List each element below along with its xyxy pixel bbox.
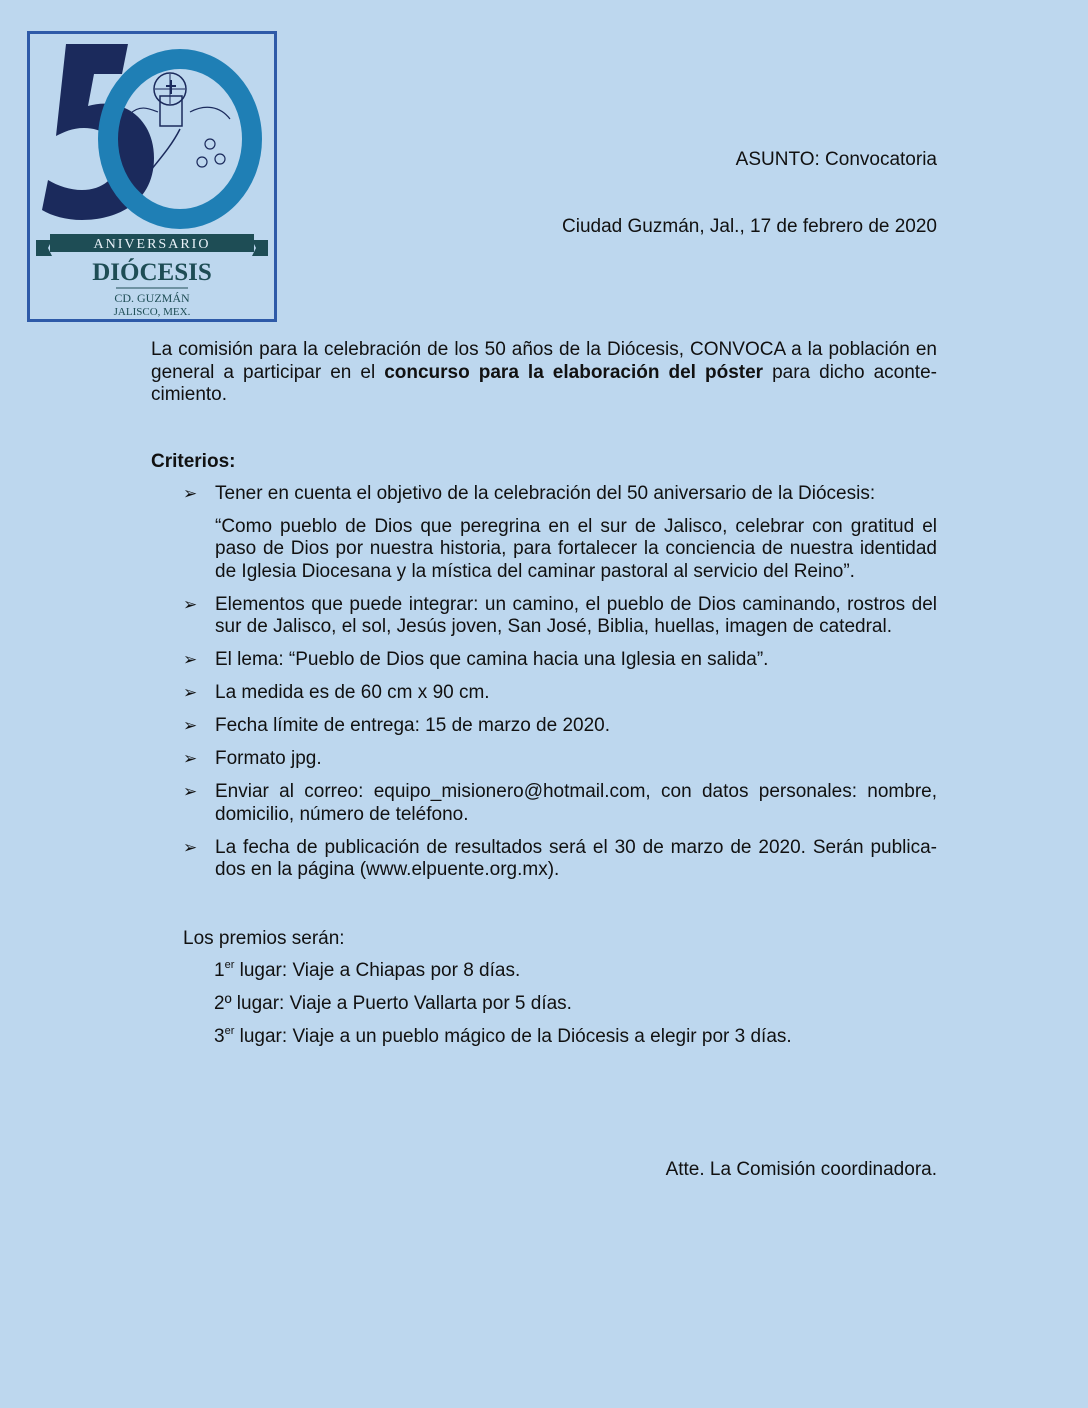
- banner-left-tail: [36, 240, 52, 256]
- arrow-bullet-icon: ➢: [183, 650, 198, 669]
- arrow-bullet-icon: ➢: [183, 782, 198, 801]
- prize-text: lugar: Viaje a Puerto Vallarta por 5 días.: [231, 993, 572, 1014]
- logo-place-state: JALISCO, MEX.: [113, 306, 191, 318]
- arrow-bullet-icon: ➢: [183, 594, 198, 614]
- banner-right-tail: [252, 240, 268, 256]
- logo-place-city: CD. GUZMÁN: [114, 291, 190, 305]
- cross-icon: [166, 80, 176, 94]
- arrow-bullet-icon: ➢: [183, 749, 198, 768]
- intro-paragraph: [151, 339, 937, 407]
- prize-first: [214, 960, 520, 983]
- criteria-list: [183, 483, 937, 892]
- logo-title: DIÓCESIS: [92, 259, 212, 286]
- criteria-item-text: La medida es de 60 cm x 90 cm.: [215, 682, 490, 703]
- diocesis-anniversary-logo: [27, 31, 277, 322]
- criteria-item: [183, 748, 937, 771]
- prize-ordinal: er: [224, 1025, 235, 1037]
- date-line: Ciudad Guzmán, Jal., 17 de febrero de 2020: [562, 216, 937, 237]
- intro-text-after: para dicho aconte-cimiento.: [151, 361, 937, 405]
- prize-text: lugar: Viaje a un pueblo mágico de la Diócesis a elegir por 3 días.: [234, 1026, 792, 1047]
- prizes-heading: Los premios serán:: [183, 928, 345, 949]
- subject-line: ASUNTO: Convocatoria: [735, 149, 937, 170]
- criteria-item-text: Formato jpg.: [215, 748, 322, 769]
- criteria-item: [183, 837, 937, 882]
- signature-line: Atte. La Comisión coordinadora.: [665, 1159, 937, 1180]
- tree-icon: [215, 154, 225, 164]
- criteria-item-text: El lema: “Pueblo de Dios que camina hacia una Iglesia en salida”.: [215, 649, 769, 670]
- criteria-item-text: Fecha límite de entrega: 15 de marzo de 2020.: [215, 715, 611, 736]
- intro-text-before: La comisión para la celebración de los 50 años de la Diócesis, CONVOCA a la población en general a participar en el: [151, 339, 937, 383]
- intro-text-bold: concurso para la elaboración del póster: [384, 361, 764, 383]
- mountains-icon: [130, 107, 230, 119]
- criteria-item-text: Tener en cuenta el objetivo de la celebración del 50 aniversario de la Diócesis:: [215, 483, 876, 504]
- criteria-item: [183, 483, 937, 583]
- criteria-item: [183, 781, 937, 826]
- criteria-item: [183, 594, 937, 639]
- prize-number: 2º: [214, 993, 232, 1014]
- criteria-item: [183, 649, 937, 672]
- arrow-bullet-icon: ➢: [183, 683, 198, 702]
- arrow-bullet-icon: ➢: [183, 716, 198, 735]
- arrow-bullet-icon: ➢: [183, 484, 198, 503]
- church-icon: [160, 96, 182, 126]
- criteria-item-text: Elementos que puede integrar: un camino, el pueblo de Dios caminando, rostros del sur de Jalisco, el sol, Jesús joven, San José, Biblia, huellas, imagen de catedral.: [215, 593, 937, 637]
- criteria-heading: Criterios:: [151, 451, 236, 472]
- criteria-item: [183, 715, 937, 738]
- tree-icon: [205, 139, 215, 149]
- prize-ordinal: er: [224, 959, 235, 971]
- prize-text: lugar: Viaje a Chiapas por 8 días.: [234, 960, 521, 981]
- criteria-item-text: La fecha de publicación de resultados será el 30 de marzo de 2020. Serán publica-dos en la página (www.elpuente.org.mx).: [215, 836, 937, 880]
- criteria-item: [183, 682, 937, 705]
- objective-quote: “Como pueblo de Dios que peregrina en el sur de Jalisco, celebrar con gratitud el paso de Dios por nuestra historia, para fortalecer la conciencia de nuestra identidad de Iglesia Diocesana y la mística del caminar pastoral al servicio del Reino”.: [215, 515, 937, 582]
- prize-number: 1: [214, 960, 225, 981]
- criteria-item-text: Enviar al correo: equipo_misionero@hotmail.com, con datos personales: nombre, domicilio, número de teléfono.: [215, 781, 937, 825]
- prize-second: [214, 993, 572, 1016]
- logo-graphic: [30, 34, 274, 319]
- arrow-bullet-icon: ➢: [183, 837, 198, 857]
- tree-icon: [197, 157, 207, 167]
- prize-number: 3: [214, 1026, 225, 1047]
- prize-third: [214, 1026, 792, 1049]
- banner-text: ANIVERSARIO: [93, 237, 211, 252]
